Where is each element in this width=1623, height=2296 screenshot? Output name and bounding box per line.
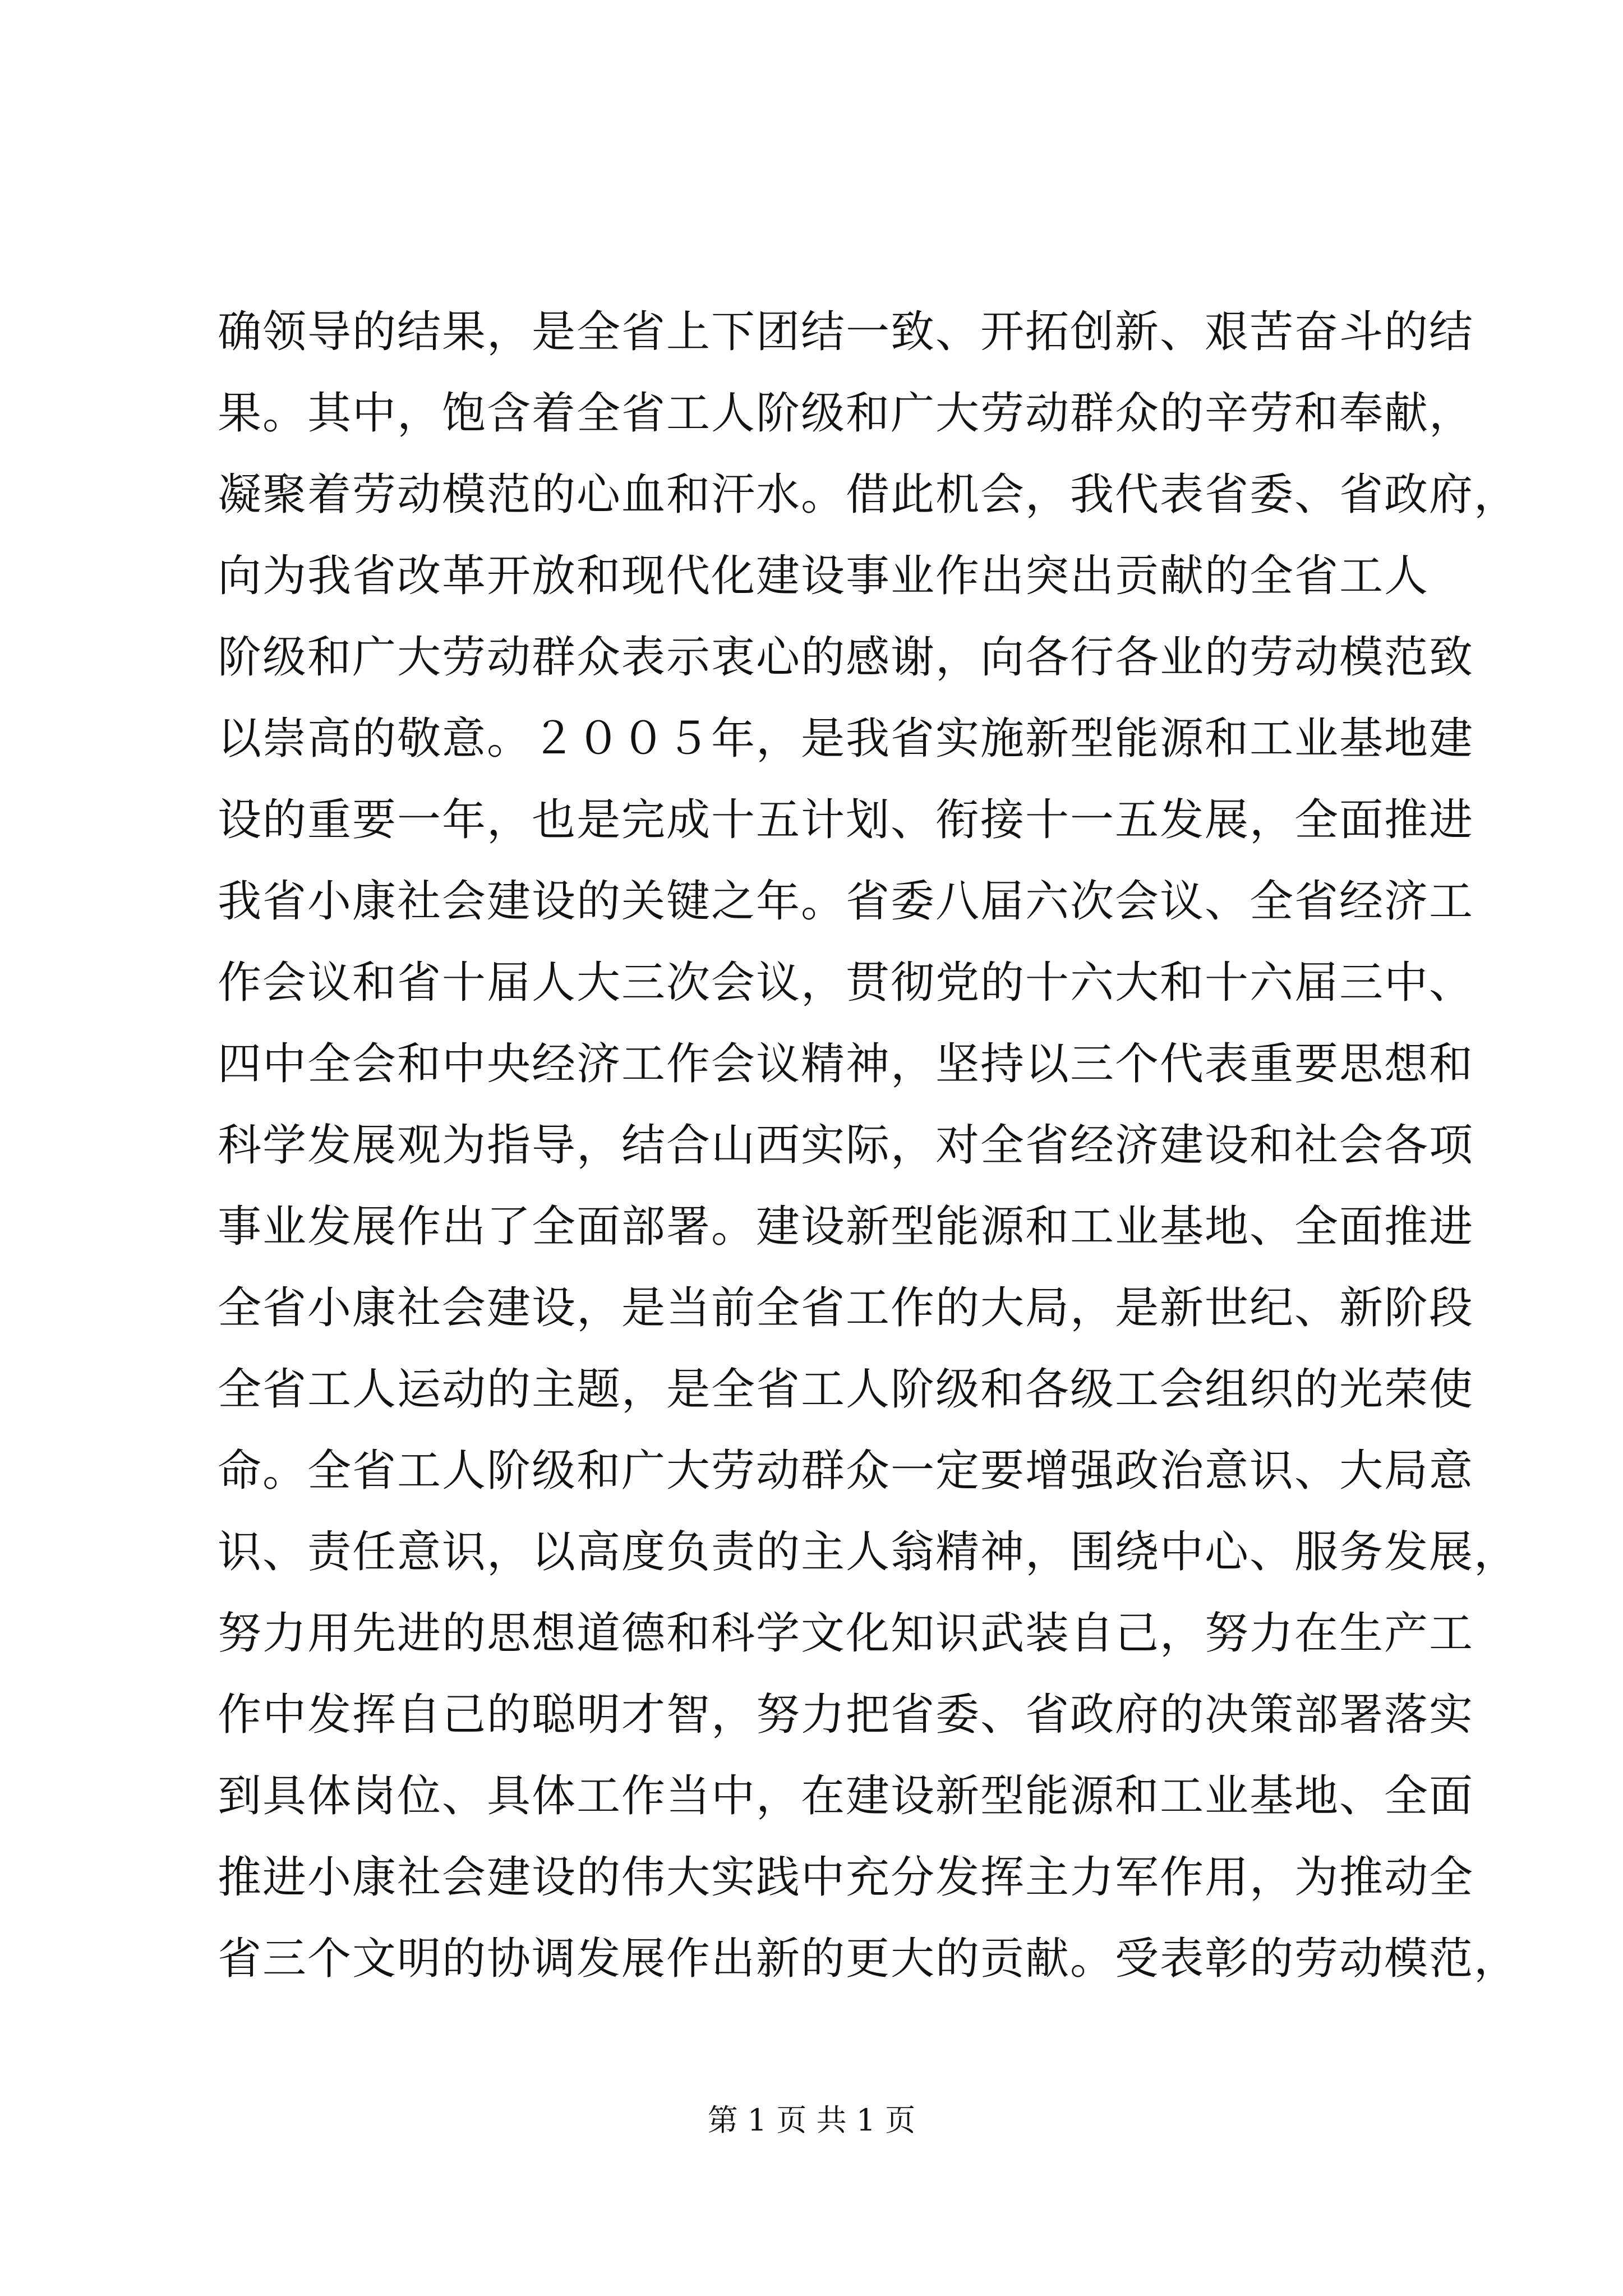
page-footer: 第 1 页 共 1 页 — [707, 2102, 916, 2138]
text-line-18: 作中发挥自己的聪明才智，努力把省委、省政府的决策部署落实 — [218, 1690, 1474, 1740]
text-line-9: 作会议和省十届人大三次会议，贯彻党的十六大和十六届三中、 — [218, 958, 1474, 1008]
text-line-11: 科学发展观为指导，结合山西实际，对全省经济建设和社会各项 — [218, 1120, 1474, 1171]
text-line-6: 以崇高的敬意。２００５年，是我省实施新型能源和工业基地建 — [218, 714, 1474, 764]
text-line-3: 凝聚着劳动模范的心血和汗水。借此机会，我代表省委、省政府， — [218, 470, 1519, 520]
text-line-1: 确领导的结果，是全省上下团结一致、开拓创新、艰苦奋斗的结 — [218, 307, 1474, 357]
text-line-20: 推进小康社会建设的伟大实践中充分发挥主力军作用，为推动全 — [218, 1852, 1474, 1903]
text-line-2: 果。其中，饱含着全省工人阶级和广大劳动群众的辛劳和奉献， — [218, 388, 1474, 439]
text-line-7: 设的重要一年，也是完成十五计划、衔接十一五发展，全面推进 — [218, 795, 1474, 845]
text-line-14: 全省工人运动的主题，是全省工人阶级和各级工会组织的光荣使 — [218, 1364, 1474, 1415]
text-line-5: 阶级和广大劳动群众表示衷心的感谢，向各行各业的劳动模范致 — [218, 632, 1474, 683]
text-line-8: 我省小康社会建设的关键之年。省委八届六次会议、全省经济工 — [218, 876, 1474, 927]
text-line-16: 识、责任意识，以高度负责的主人翁精神，围绕中心、服务发展， — [218, 1527, 1519, 1577]
text-line-17: 努力用先进的思想道德和科学文化知识武装自己，努力在生产工 — [218, 1608, 1474, 1659]
text-line-10: 四中全会和中央经济工作会议精神，坚持以三个代表重要思想和 — [218, 1039, 1474, 1089]
text-line-13: 全省小康社会建设，是当前全省工作的大局，是新世纪、新阶段 — [218, 1283, 1474, 1333]
text-line-4: 向为我省改革开放和现代化建设事业作出突出贡献的全省工人 — [218, 551, 1430, 601]
text-line-15: 命。全省工人阶级和广大劳动群众一定要增强政治意识、大局意 — [218, 1446, 1474, 1496]
text-line-21: 省三个文明的协调发展作出新的更大的贡献。受表彰的劳动模范， — [218, 1934, 1519, 1984]
text-line-12: 事业发展作出了全面部署。建设新型能源和工业基地、全面推进 — [218, 1202, 1474, 1252]
body-text — [218, 292, 1519, 2000]
text-line-19: 到具体岗位、具体工作当中，在建设新型能源和工业基地、全面 — [218, 1771, 1474, 1821]
